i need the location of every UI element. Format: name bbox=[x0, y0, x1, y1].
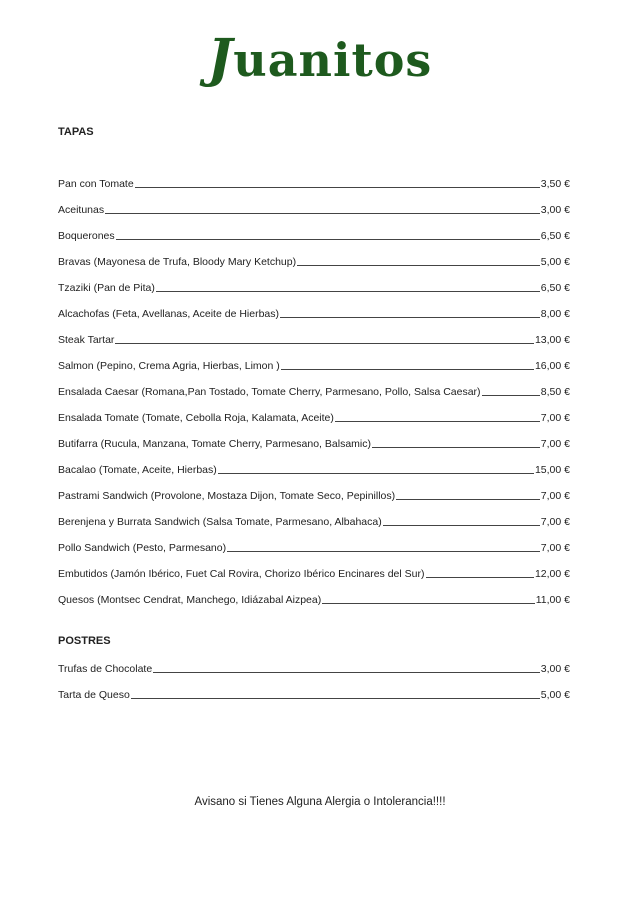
item-price: 3,00 € bbox=[540, 204, 570, 216]
item-price: 13,00 € bbox=[534, 334, 570, 346]
menu-item bbox=[58, 242, 570, 268]
tapas-section bbox=[58, 126, 570, 606]
menu-item bbox=[58, 294, 570, 320]
menu-item bbox=[58, 580, 570, 606]
item-price: 6,50 € bbox=[540, 230, 570, 242]
menu-item bbox=[58, 424, 570, 450]
item-price: 6,50 € bbox=[540, 282, 570, 294]
menu-item bbox=[58, 268, 570, 294]
section-title: POSTRES bbox=[58, 635, 111, 647]
item-name: Tzaziki (Pan de Pita) bbox=[58, 282, 155, 294]
leader-line bbox=[372, 447, 540, 448]
item-price: 15,00 € bbox=[534, 464, 570, 476]
menu-item bbox=[58, 675, 570, 701]
item-price: 5,00 € bbox=[540, 689, 570, 701]
item-name: Tarta de Queso bbox=[58, 689, 130, 701]
leader-line bbox=[335, 421, 540, 422]
leader-line bbox=[105, 213, 540, 214]
item-price: 16,00 € bbox=[534, 360, 570, 372]
item-price: 7,00 € bbox=[540, 438, 570, 450]
menu-item bbox=[58, 372, 570, 398]
item-name: Butifarra (Rucula, Manzana, Tomate Cherry, Parmesano, Balsamic) bbox=[58, 438, 371, 450]
item-name: Alcachofas (Feta, Avellanas, Aceite de Hierbas) bbox=[58, 308, 280, 320]
item-name: Bacalao (Tomate, Aceite, Hierbas) bbox=[58, 464, 217, 476]
allergy-notice: Avisano si Tienes Alguna Alergia o Intolerancia!!!! bbox=[194, 796, 446, 808]
menu-item bbox=[58, 476, 570, 502]
item-price: 8,50 € bbox=[540, 386, 570, 398]
item-name: Pastrami Sandwich (Provolone, Mostaza Dijon, Tomate Seco, Pepinillos) bbox=[58, 490, 396, 502]
section-title: TAPAS bbox=[58, 126, 94, 138]
item-price: 11,00 € bbox=[535, 594, 570, 606]
item-name: Embutidos (Jamón Ibérico, Fuet Cal Rovira, Chorizo Ibérico Encinares del Sur) bbox=[58, 568, 425, 580]
item-name: Salmon (Pepino, Crema Agria, Hierbas, Limon ) bbox=[58, 360, 280, 372]
item-name: Pollo Sandwich (Pesto, Parmesano) bbox=[58, 542, 227, 554]
leader-line bbox=[482, 395, 540, 396]
item-price: 7,00 € bbox=[540, 412, 570, 424]
postres-list bbox=[58, 649, 570, 701]
leader-line bbox=[322, 603, 535, 604]
item-name: Berenjena y Burrata Sandwich (Salsa Tomate, Parmesano, Albahaca) bbox=[58, 516, 382, 528]
item-name: Quesos (Montsec Cendrat, Manchego, Idiázabal Aizpea) bbox=[58, 594, 322, 606]
menu-item bbox=[58, 450, 570, 476]
menu-item bbox=[58, 554, 570, 580]
menu-item bbox=[58, 649, 570, 675]
item-price: 12,00 € bbox=[534, 568, 570, 580]
item-price: 3,00 € bbox=[540, 663, 570, 675]
menu-item bbox=[58, 528, 570, 554]
leader-line bbox=[135, 187, 540, 188]
item-name: Ensalada Caesar (Romana,Pan Tostado, Tomate Cherry, Parmesano, Pollo, Salsa Caesar) bbox=[58, 386, 481, 398]
leader-line bbox=[426, 577, 534, 578]
item-price: 7,00 € bbox=[540, 542, 570, 554]
menu-item bbox=[58, 502, 570, 528]
item-name: Steak Tartar bbox=[58, 334, 115, 346]
leader-line bbox=[383, 525, 540, 526]
item-price: 3,50 € bbox=[540, 178, 570, 190]
menu-item bbox=[58, 190, 570, 216]
item-price: 7,00 € bbox=[540, 490, 570, 502]
leader-line bbox=[218, 473, 534, 474]
item-price: 7,00 € bbox=[540, 516, 570, 528]
leader-line bbox=[131, 698, 540, 699]
item-name: Trufas de Chocolate bbox=[58, 663, 153, 675]
leader-line bbox=[281, 369, 534, 370]
menu-item bbox=[58, 216, 570, 242]
leader-line bbox=[116, 239, 540, 240]
restaurant-logo: Juanitos bbox=[207, 28, 433, 89]
item-name: Pan con Tomate bbox=[58, 178, 134, 190]
leader-line bbox=[153, 672, 540, 673]
postres-section bbox=[58, 635, 570, 701]
leader-line bbox=[227, 551, 540, 552]
menu-item bbox=[58, 346, 570, 372]
item-name: Bravas (Mayonesa de Trufa, Bloody Mary Ketchup) bbox=[58, 256, 297, 268]
leader-line bbox=[297, 265, 540, 266]
item-name: Ensalada Tomate (Tomate, Cebolla Roja, Kalamata, Aceite) bbox=[58, 412, 334, 424]
menu-item bbox=[58, 164, 570, 190]
menu-item bbox=[58, 320, 570, 346]
leader-line bbox=[280, 317, 540, 318]
item-price: 8,00 € bbox=[540, 308, 570, 320]
menu-item bbox=[58, 398, 570, 424]
item-name: Aceitunas bbox=[58, 204, 105, 216]
tapas-list bbox=[58, 164, 570, 606]
item-name: Boquerones bbox=[58, 230, 115, 242]
item-price: 5,00 € bbox=[540, 256, 570, 268]
leader-line bbox=[156, 291, 540, 292]
leader-line bbox=[115, 343, 534, 344]
leader-line bbox=[396, 499, 540, 500]
